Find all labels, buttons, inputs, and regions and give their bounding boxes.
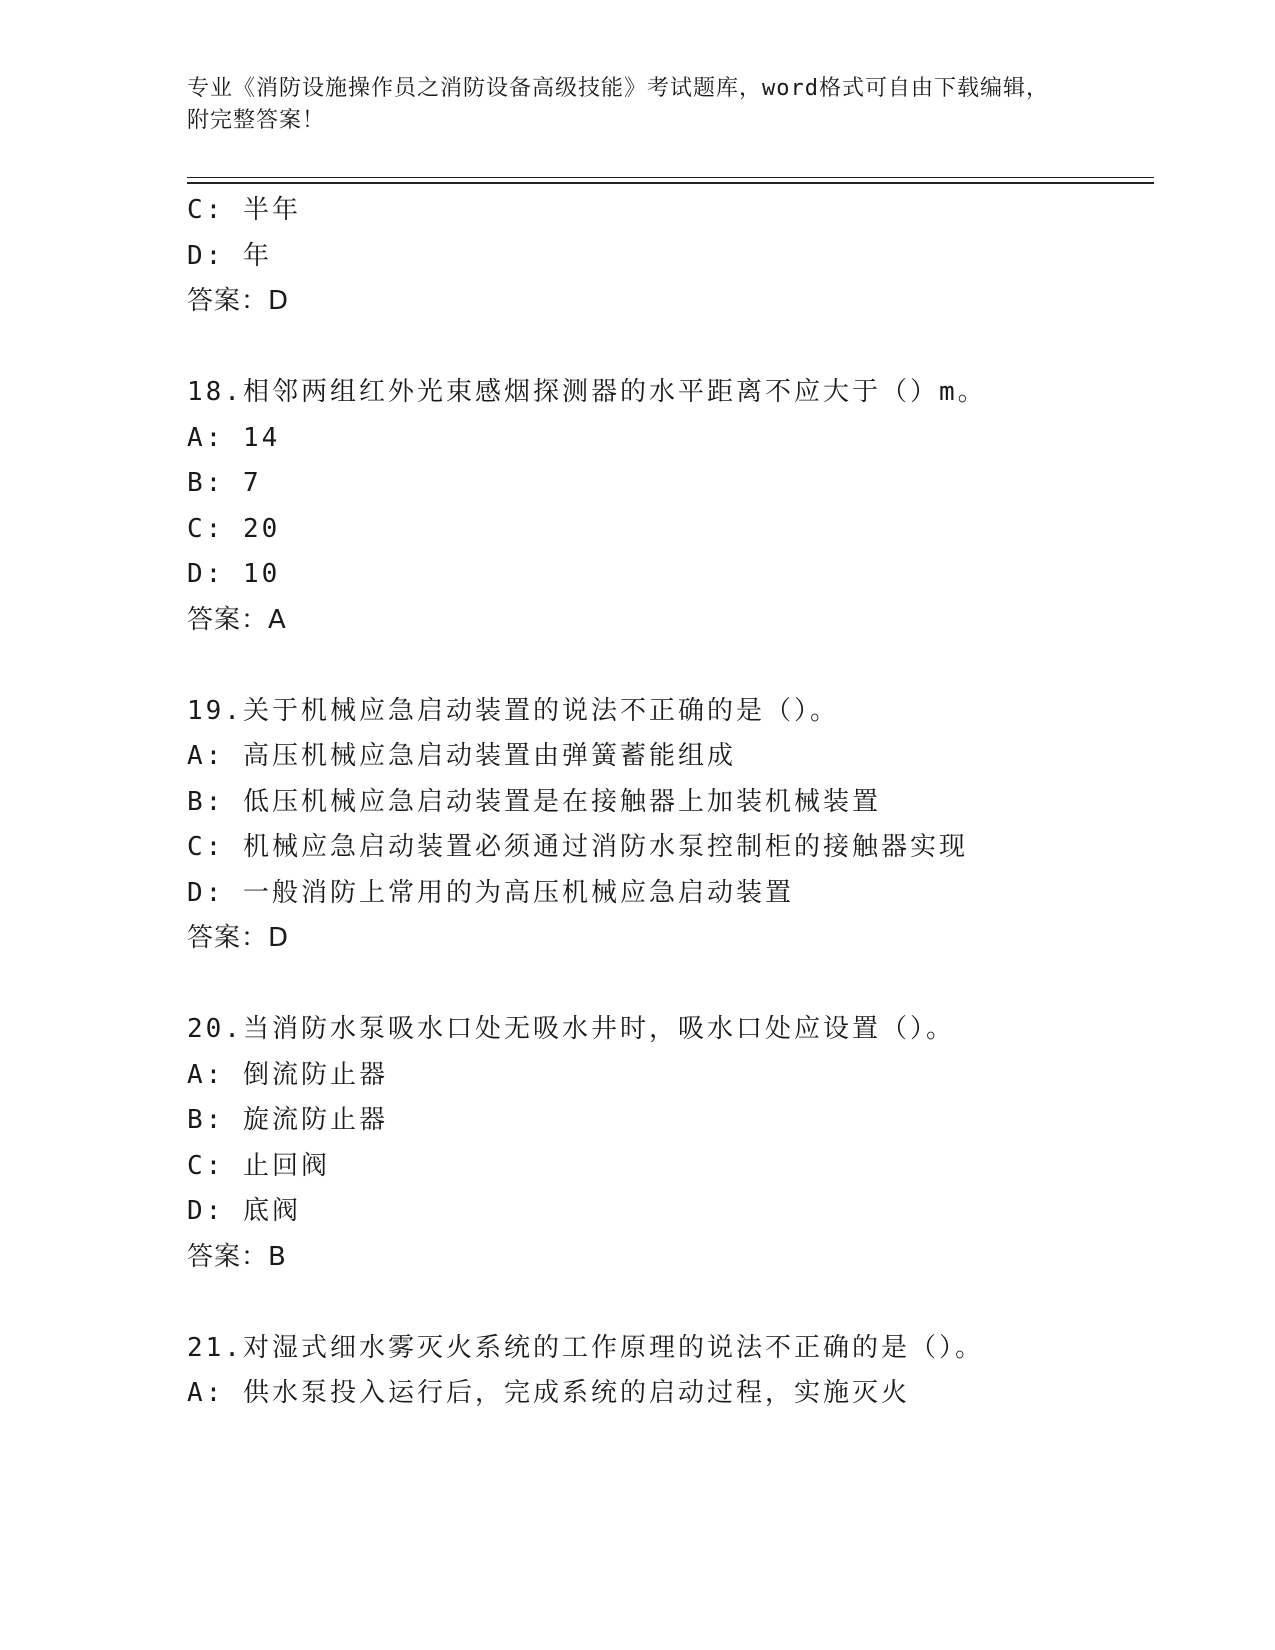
answer-label: 答案：D bbox=[187, 286, 290, 316]
option-a: A: 14 bbox=[187, 422, 281, 453]
option-a: A: 倒流防止器 bbox=[187, 1059, 388, 1090]
question-18 bbox=[187, 370, 1154, 643]
question-list bbox=[187, 188, 1154, 1417]
question-stem: 20.当消防水泵吸水口处无吸水井时，吸水口处应设置（）。 bbox=[187, 1014, 955, 1044]
option-d: D: 年 bbox=[187, 240, 272, 271]
header-divider bbox=[187, 177, 1154, 178]
option-d: D: 底阀 bbox=[187, 1196, 301, 1226]
answer-label: 答案：A bbox=[187, 604, 287, 635]
option-d: D: 10 bbox=[187, 559, 281, 589]
option-c: C: 止回阀 bbox=[187, 1150, 330, 1181]
option-a: A: 供水泵投入运行后，完成系统的启动过程，实施灭火 bbox=[187, 1378, 910, 1408]
header-divider-thick bbox=[187, 182, 1154, 184]
option-b: B: 旋流防止器 bbox=[187, 1105, 388, 1135]
question-stem: 21.对湿式细水雾灭火系统的工作原理的说法不正确的是（）。 bbox=[187, 1332, 984, 1363]
question-17-tail bbox=[187, 188, 1154, 325]
document-header: 专业《消防设施操作员之消防设备高级技能》考试题库，word格式可自由下载编辑，附完整答案！ bbox=[187, 76, 1049, 133]
question-stem: 19.关于机械应急启动装置的说法不正确的是（）。 bbox=[187, 695, 839, 726]
option-c: C: 半年 bbox=[187, 195, 301, 225]
question-stem: 18.相邻两组红外光束感烟探测器的水平距离不应大于（）m。 bbox=[187, 377, 987, 407]
option-c: C: 20 bbox=[187, 513, 281, 544]
question-21 bbox=[187, 1326, 1154, 1417]
answer-label: 答案：D bbox=[187, 923, 290, 953]
option-c: C: 机械应急启动装置必须通过消防水泵控制柜的接触器实现 bbox=[187, 832, 968, 862]
question-19 bbox=[187, 689, 1154, 962]
option-a: A: 高压机械应急启动装置由弹簧蓄能组成 bbox=[187, 741, 736, 771]
option-b: B: 低压机械应急启动装置是在接触器上加装机械装置 bbox=[187, 786, 881, 817]
option-d: D: 一般消防上常用的为高压机械应急启动装置 bbox=[187, 877, 794, 908]
answer-label: 答案：B bbox=[187, 1241, 287, 1272]
option-b: B: 7 bbox=[187, 468, 262, 498]
question-20 bbox=[187, 1007, 1154, 1280]
